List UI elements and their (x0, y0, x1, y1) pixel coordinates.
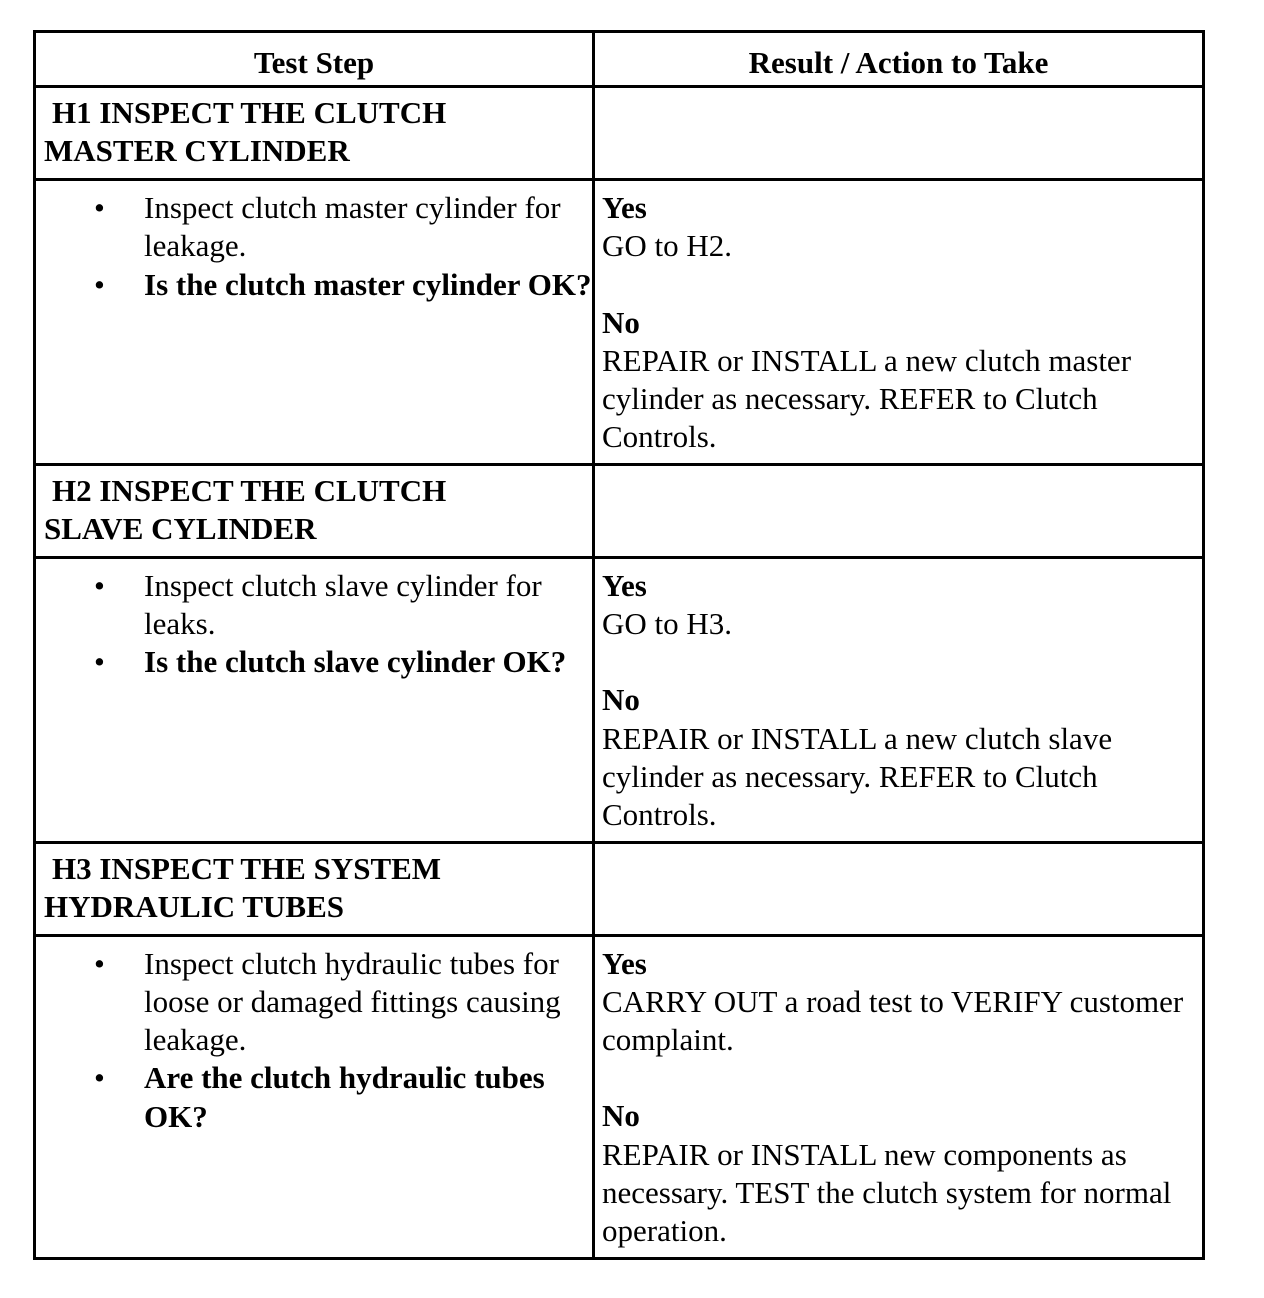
step-title-line2: MASTER CYLINDER (44, 133, 350, 169)
no-label: No (602, 682, 640, 718)
bullet-instruction: • Inspect clutch master cylinder for leakage. (144, 189, 592, 266)
step-title (36, 844, 592, 927)
yes-label: Yes (602, 567, 647, 603)
header-row (35, 32, 1204, 87)
step-instructions-cell (35, 180, 594, 465)
no-label: No (602, 304, 640, 340)
step-heading-row (35, 842, 1204, 935)
yes-action: CARRY OUT a road test to VERIFY customer complaint. (602, 983, 1184, 1058)
header-result-action (594, 32, 1204, 87)
result-block (595, 937, 1202, 1257)
step-body-row (35, 935, 1204, 1258)
yes-action: GO to H3. (602, 606, 733, 642)
result-block (595, 559, 1202, 841)
no-action: REPAIR or INSTALL new components as necessary. TEST the clutch system for normal operation. (602, 1136, 1172, 1249)
step-heading-row (35, 464, 1204, 557)
spacer (602, 266, 1194, 304)
step-title-cell (35, 842, 594, 935)
step-bullet-list (36, 945, 592, 1136)
step-title-line2: SLAVE CYLINDER (44, 511, 317, 547)
step-title-line1: H3 INSPECT THE SYSTEM (52, 850, 442, 886)
step-body-row (35, 557, 1204, 842)
result-block (595, 181, 1202, 463)
bullet-instruction: • Inspect clutch hydraulic tubes for loose or damaged fittings causing leakage. (144, 945, 592, 1060)
empty-result-cell (594, 87, 1204, 180)
step-instructions-cell (35, 935, 594, 1258)
no-action: REPAIR or INSTALL a new clutch master cylinder as necessary. REFER to Clutch Controls. (602, 342, 1132, 455)
step-instructions-cell (35, 557, 594, 842)
step-title-line1: H2 INSPECT THE CLUTCH (52, 472, 447, 508)
step-title (36, 88, 592, 171)
no-action: REPAIR or INSTALL a new clutch slave cylinder as necessary. REFER to Clutch Controls. (602, 720, 1113, 833)
step-title-cell (35, 87, 594, 180)
result-cell (594, 557, 1204, 842)
step-title-line2: HYDRAULIC TUBES (44, 888, 345, 924)
no-label: No (602, 1098, 640, 1134)
empty-result-cell (594, 464, 1204, 557)
header-test-step (35, 32, 594, 87)
bullet-instruction: • Inspect clutch slave cylinder for leaks. (144, 567, 592, 644)
result-cell (594, 935, 1204, 1258)
bullet-question: • Is the clutch slave cylinder OK? (144, 643, 592, 681)
yes-label: Yes (602, 945, 647, 981)
yes-action: GO to H2. (602, 228, 733, 264)
step-title-cell (35, 464, 594, 557)
empty-result-cell (594, 842, 1204, 935)
spacer (602, 643, 1194, 681)
bullet-question: • Is the clutch master cylinder OK? (144, 266, 592, 304)
step-title (36, 466, 592, 549)
step-body-row (35, 180, 1204, 465)
result-cell (594, 180, 1204, 465)
step-heading-row (35, 87, 1204, 180)
spacer (602, 1059, 1194, 1097)
step-title-line1: H1 INSPECT THE CLUTCH (52, 95, 447, 130)
diagnostic-table (33, 30, 1205, 1260)
yes-label: Yes (602, 190, 647, 225)
bullet-question: • Are the clutch hydraulic tubes OK? (144, 1059, 592, 1136)
step-bullet-list (36, 567, 592, 682)
step-bullet-list (36, 189, 592, 304)
header-test-step-label: Test Step (253, 44, 375, 80)
header-result-action-label: Result / Action to Take (748, 44, 1049, 80)
